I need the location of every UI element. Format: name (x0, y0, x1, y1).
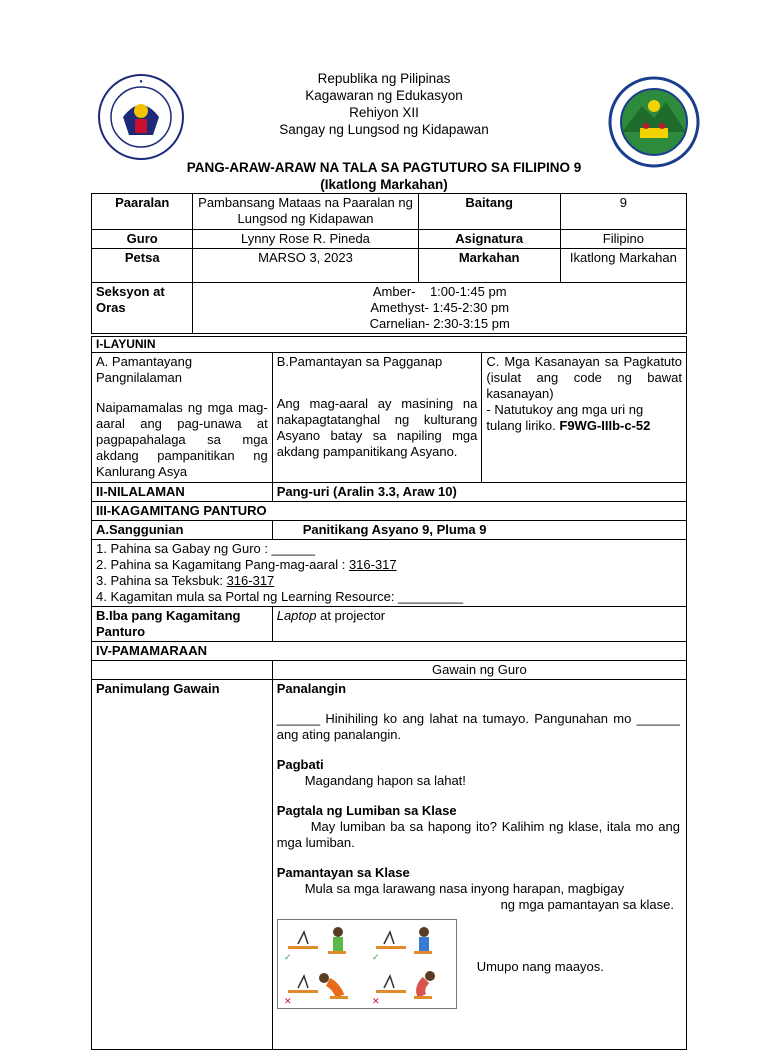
seksyon-schedule (193, 283, 687, 334)
svg-text:✕: ✕ (283, 997, 292, 1007)
svg-text:✓: ✓ (371, 953, 380, 963)
panimulang-gawain-content (272, 680, 686, 1050)
col-a-body: Naipamamalas ng mga mag-aaral ang pag-unawa at pagpapahalaga sa mga akdang pampanitikan ng Kanlurang Asya (96, 400, 268, 479)
col-b-body: Ang mag-aaral ay masining na nakapagtatanghal ng kulturang Asyano batay sa napiling mga akdang pampanitikang Asyano. (276, 396, 478, 459)
pamantayan-sa-pagganap-cell (272, 353, 482, 483)
panalangin-body: ______ Hinihiling ko ang lahat na tumayo. Pangunahan mo ______ ang ating panalangin. (276, 711, 680, 742)
pagbati-title: Pagbati (276, 757, 324, 772)
posture-illustrations (278, 920, 456, 1008)
header-department: Kagawaran ng Edukasyon (305, 88, 463, 103)
sanggunian-label: A.Sanggunian (92, 521, 273, 540)
schedule-amber: Amber- 1:00-1:45 pm (372, 284, 507, 299)
guro-label: Guro (92, 230, 193, 249)
iba-pang-kagamitan-value: Laptop at projector (272, 607, 686, 642)
references-cell (92, 540, 687, 607)
col-a-title: A. Pamantayang Pangnilalaman (96, 354, 193, 385)
col-c-body: - Natutukoy ang mga uri ng tulang liriko. (486, 402, 644, 433)
ref-kagamitan-pages: 316-317 (348, 557, 397, 572)
paaralan-value: Pambansang Mataas na Paaralan ng Lungsod ng Kidapawan (193, 194, 418, 230)
umupo-text: Umupo nang maayos. (476, 959, 604, 974)
pagbati-body: Magandang hapon sa lahat! (304, 773, 466, 788)
pamantayan-title: Pamantayan sa Klase (276, 865, 410, 880)
pamamaraan-header: IV-PAMAMARAAN (92, 642, 687, 661)
sanggunian-value: Panitikang Asyano 9, Pluma 9 (272, 521, 686, 540)
col-c-code: F9WG-IIIb-c-52 (559, 418, 651, 433)
header-republic: Republika ng Pilipinas (317, 71, 451, 86)
title-sub: (Ikatlong Markahan) (320, 177, 448, 192)
layunin-header: I-LAYUNIN (92, 337, 687, 353)
col-c-title: C. Mga Kasanayan sa Pagkatuto (isulat ang code ng bawat kasanayan) (486, 354, 682, 401)
pagtala-title: Pagtala ng Lumiban sa Klase (276, 803, 457, 818)
ref-portal: 4. Kagamitan mula sa Portal ng Learning Resource: _________ (96, 589, 464, 604)
header-division: Sangay ng Lungsod ng Kidapawan (279, 122, 489, 137)
asignatura-label: Asignatura (418, 230, 560, 249)
pamantayan-body-1: Mula sa mga larawang nasa inyong harapan, magbigay (304, 881, 625, 896)
guro-value: Lynny Rose R. Pineda (193, 230, 418, 249)
baitang-label: Baitang (418, 194, 560, 230)
seksyon-label: Seksyon at Oras (92, 283, 193, 334)
empty-cell (92, 661, 273, 680)
svg-text:●: ● (139, 79, 143, 85)
header-region: Rehiyon XII (349, 105, 419, 120)
markahan-value: Ikatlong Markahan (560, 249, 686, 283)
paaralan-label: Paaralan (92, 194, 193, 230)
document-header (0, 70, 768, 138)
schedule-carnelian: Carnelian- 2:30-3:15 pm (369, 316, 510, 331)
pagtala-body: May lumiban ba sa hapong ito? Kalihim ng klase, itala mo ang mga lumiban. (276, 819, 680, 850)
gawain-guro-header: Gawain ng Guro (272, 661, 686, 680)
kagamitan-header: III-KAGAMITANG PANTURO (92, 502, 687, 521)
lesson-plan-table (91, 336, 687, 1050)
kasanayan-cell (482, 353, 687, 483)
col-b-title: B.Pamantayan sa Pagganap (276, 354, 443, 369)
petsa-label: Petsa (92, 249, 193, 283)
baitang-value: 9 (560, 194, 686, 230)
ref-gabay: 1. Pahina sa Gabay ng Guro : ______ (96, 541, 315, 556)
schedule-amethyst: Amethyst- 1:45-2:30 pm (370, 300, 510, 315)
markahan-label: Markahan (418, 249, 560, 283)
nilalaman-value: Pang-uri (Aralin 3.3, Araw 10) (272, 483, 686, 502)
panimulang-gawain-label: Panimulang Gawain (92, 680, 273, 1050)
title-main: PANG-ARAW-ARAW NA TALA SA PAGTUTURO SA FILIPINO 9 (186, 160, 582, 175)
asignatura-value: Filipino (560, 230, 686, 249)
pamantayang-pangnilalaman-cell (92, 353, 273, 483)
ref-teksbuk-pages: 316-317 (226, 573, 275, 588)
sitting-posture-images (277, 919, 457, 1009)
ref-kagamitan: 2. Pahina sa Kagamitang Pang-mag-aaral : 316-317 (96, 557, 397, 572)
panalangin-title: Panalangin (276, 681, 347, 696)
svg-text:✕: ✕ (371, 997, 380, 1007)
iba-pang-kagamitan-label: B.Iba pang Kagamitang Panturo (92, 607, 273, 642)
petsa-value: MARSO 3, 2023 (193, 249, 418, 283)
ref-teksbuk: 3. Pahina sa Teksbuk: 316-317 (96, 573, 275, 588)
nilalaman-label: II-NILALAMAN (92, 483, 273, 502)
svg-text:✓: ✓ (283, 953, 292, 963)
pamantayan-body-2: ng mga pamantayan sa klase. (500, 897, 674, 912)
info-table (91, 193, 687, 334)
document-title (0, 159, 768, 193)
